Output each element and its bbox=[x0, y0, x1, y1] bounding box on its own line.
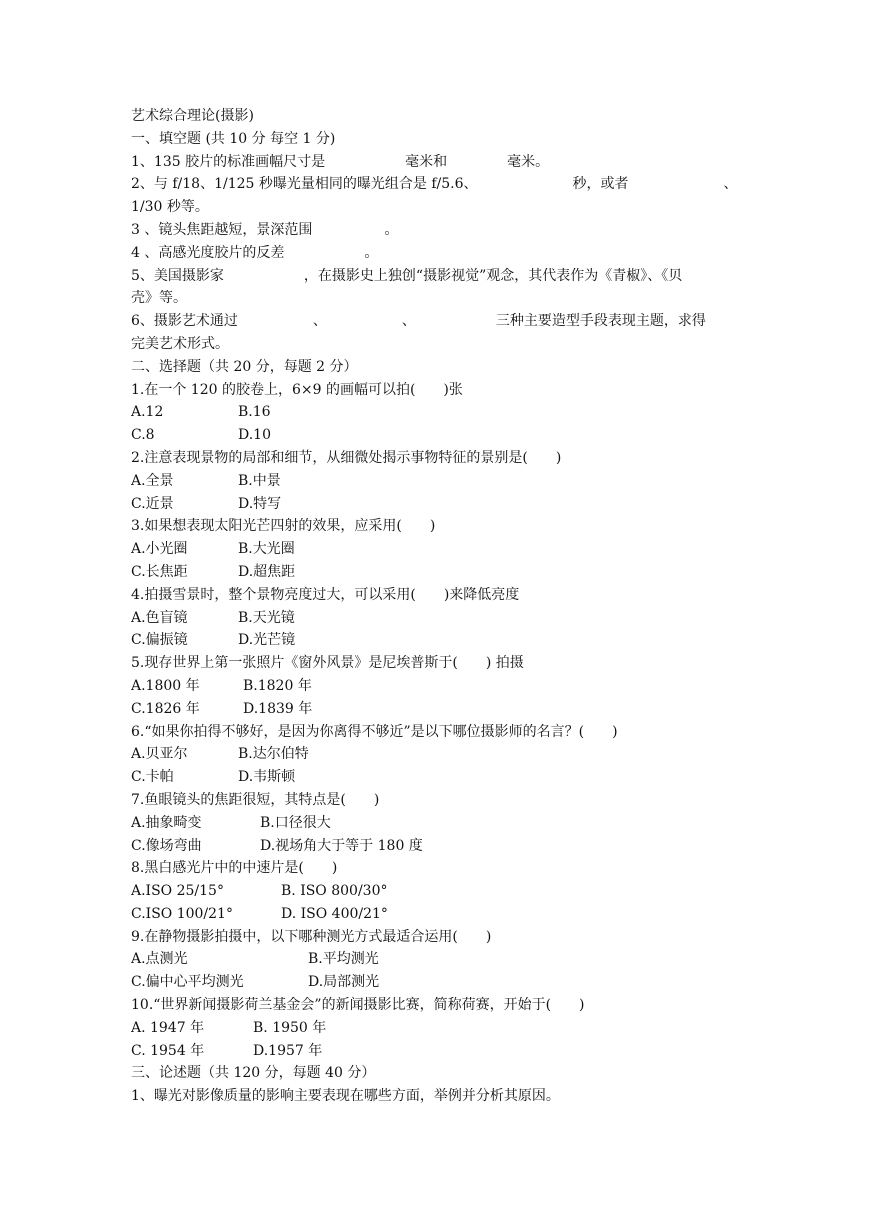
choice-options-row bbox=[131, 401, 741, 424]
option-a: A.点测光 bbox=[131, 951, 188, 968]
fill-question-1: 1、135 胶片的标准画幅尺寸是 毫米和 毫米。 bbox=[131, 153, 550, 170]
choice-question-2: 2.注意表现景物的局部和细节，从细微处揭示事物特征的景别是( ) bbox=[131, 449, 562, 466]
option-b: B.平均测光 bbox=[308, 951, 379, 968]
exam-content bbox=[131, 105, 741, 1108]
option-d: D.光芒镜 bbox=[238, 632, 296, 649]
choice-question-8: 8.黑白感光片中的中速片是( ) bbox=[131, 860, 338, 877]
option-c: C.偏中心平均测光 bbox=[131, 974, 244, 991]
option-b: B.达尔伯特 bbox=[238, 746, 309, 763]
option-a: A.小光圈 bbox=[131, 541, 188, 558]
choice-options-row bbox=[131, 743, 741, 766]
option-c: C.近景 bbox=[131, 495, 174, 512]
option-b: B.1820 年 bbox=[243, 677, 312, 694]
choice-question-3: 3.如果想表现太阳光芒四射的效果，应采用( ) bbox=[131, 518, 436, 535]
option-d: D.视场角大于等于 180 度 bbox=[260, 837, 423, 854]
fill-question-3: 3 、镜头焦距越短，景深范围 。 bbox=[131, 221, 399, 238]
choice-question-6: 6.“如果你拍得不够好，是因为你离得不够近”是以下哪位摄影师的名言？( ) bbox=[131, 723, 618, 740]
fill-question-4: 4 、高感光度胶片的反差 。 bbox=[131, 244, 379, 261]
section-1-heading: 一、填空题 (共 10 分 每空 1 分) bbox=[131, 130, 336, 147]
choice-options-row bbox=[131, 607, 741, 630]
fill-question-5: 5、美国摄影家 ，在摄影史上独创“摄影视觉”观念，其代表作为《青椒》、《贝 bbox=[131, 267, 683, 284]
document-title: 艺术综合理论(摄影) bbox=[131, 108, 254, 124]
choice-question-1: 1.在一个 120 的胶卷上，6×9 的画幅可以拍( )张 bbox=[131, 381, 463, 398]
option-a: A.12 bbox=[131, 404, 164, 421]
choice-options-row bbox=[131, 880, 741, 903]
choice-options-row bbox=[131, 766, 741, 789]
choice-options-row bbox=[131, 812, 741, 835]
option-b: B. 1950 年 bbox=[253, 1019, 327, 1036]
choice-question-5: 5.现存世界上第一张照片《窗外风景》是尼埃普斯于( ) 拍摄 bbox=[131, 655, 524, 672]
choice-options-row bbox=[131, 424, 741, 447]
choice-options-row bbox=[131, 835, 741, 858]
option-d: D. ISO 400/21° bbox=[281, 905, 388, 922]
choice-question-7: 7.鱼眼镜头的焦距很短，其特点是( ) bbox=[131, 791, 380, 808]
choice-question-9: 9.在静物摄影拍摄中，以下哪种测光方式最适合运用( ) bbox=[131, 928, 492, 945]
option-a: A.抽象畸变 bbox=[131, 814, 202, 831]
option-c: C. 1954 年 bbox=[131, 1042, 205, 1059]
option-d: D.1839 年 bbox=[243, 700, 313, 717]
fill-question-5-cont: 壳》等。 bbox=[131, 290, 187, 307]
section-3-heading: 三、论述题（共 120 分，每题 40 分） bbox=[131, 1065, 376, 1082]
choice-options-row bbox=[131, 971, 741, 994]
option-c: C.偏振镜 bbox=[131, 632, 188, 649]
option-a: A.1800 年 bbox=[131, 677, 200, 694]
option-b: B. ISO 800/30° bbox=[281, 883, 388, 900]
choice-options-row bbox=[131, 698, 741, 721]
fill-question-2-cont: 1/30 秒等。 bbox=[131, 199, 209, 216]
option-c: C.卡帕 bbox=[131, 769, 174, 786]
choice-options-row bbox=[131, 903, 741, 926]
option-c: C.ISO 100/21° bbox=[131, 905, 233, 922]
option-c: C.像场弯曲 bbox=[131, 837, 202, 854]
fill-question-6-cont: 完美艺术形式。 bbox=[131, 335, 229, 352]
essay-question-1: 1、曝光对影像质量的影响主要表现在哪些方面，举例并分析其原因。 bbox=[131, 1088, 560, 1105]
fill-question-6: 6、摄影艺术通过 、 、 三种主要造型手段表现主题，求得 bbox=[131, 313, 706, 330]
option-d: D.超焦距 bbox=[238, 563, 296, 580]
choice-options-row bbox=[131, 470, 741, 493]
choice-question-4: 4.拍摄雪景时，整个景物亮度过大，可以采用( )来降低亮度 bbox=[131, 586, 520, 603]
option-d: D.1957 年 bbox=[253, 1042, 323, 1059]
fill-question-2: 2、与 f/18、1/125 秒曝光量相同的曝光组合是 f/5.6、 秒，或者 、 bbox=[131, 176, 738, 193]
option-d: D.局部测光 bbox=[308, 974, 380, 991]
option-a: A.贝亚尔 bbox=[131, 746, 188, 763]
choice-options-row bbox=[131, 948, 741, 971]
choice-options-row bbox=[131, 1040, 741, 1063]
option-a: A.ISO 25/15° bbox=[131, 883, 224, 900]
option-b: B.16 bbox=[238, 404, 271, 421]
section-2-heading: 二、选择题（共 20 分，每题 2 分） bbox=[131, 358, 358, 375]
choice-options-row bbox=[131, 629, 741, 652]
option-c: C.8 bbox=[131, 427, 155, 444]
option-a: A. 1947 年 bbox=[131, 1019, 205, 1036]
choice-options-row bbox=[131, 538, 741, 561]
option-c: C.1826 年 bbox=[131, 700, 200, 717]
option-b: B.天光镜 bbox=[238, 609, 295, 626]
option-a: A.全景 bbox=[131, 472, 174, 489]
choice-options-row bbox=[131, 1017, 741, 1040]
choice-options-row bbox=[131, 675, 741, 698]
option-c: C.长焦距 bbox=[131, 563, 188, 580]
option-a: A.色盲镜 bbox=[131, 609, 188, 626]
choice-options-row bbox=[131, 493, 741, 516]
option-d: D.特写 bbox=[238, 495, 282, 512]
option-d: D.韦斯顿 bbox=[238, 769, 296, 786]
option-b: B.口径很大 bbox=[260, 814, 331, 831]
option-b: B.中景 bbox=[238, 472, 281, 489]
choice-question-10: 10.“世界新闻摄影荷兰基金会”的新闻摄影比赛，简称荷赛，开始于( ) bbox=[131, 997, 585, 1014]
option-d: D.10 bbox=[238, 427, 271, 444]
option-b: B.大光圈 bbox=[238, 541, 295, 558]
choice-options-row bbox=[131, 561, 741, 584]
